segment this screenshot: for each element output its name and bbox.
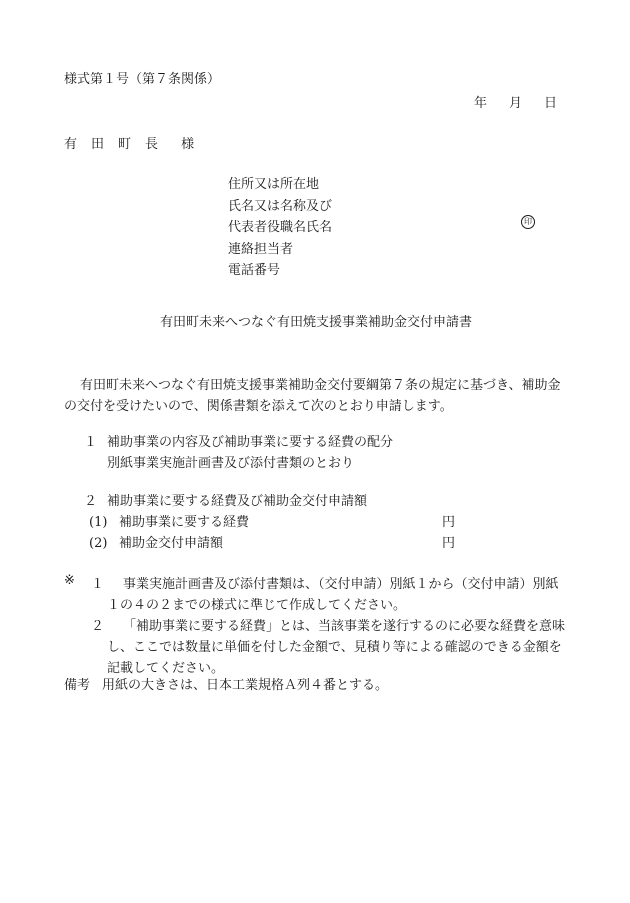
name-label: 氏名又は名称及び xyxy=(228,198,333,214)
date-line xyxy=(474,97,557,110)
section2-heading xyxy=(84,495,367,508)
seal-mark: 印 xyxy=(521,215,535,229)
body-paragraph xyxy=(64,375,570,417)
document-title: 有田町未来へつなぐ有田焼支援事業補助金交付申請書 xyxy=(160,315,473,330)
expense-row-number: (1) xyxy=(89,515,108,530)
section2-title: 補助事業に要する経費及び補助金交付申請額 xyxy=(107,494,368,509)
remark-label: 備考 xyxy=(64,678,91,693)
section1-title: 補助事業の内容及び補助事業に要する経費の配分 xyxy=(107,435,394,450)
body-text: 有田町未来へつなぐ有田焼支援事業補助金交付要綱第７条の規定に基づき、補助金の交付を受けたいので、関係書類を添えて次のとおり申請します。 xyxy=(64,378,561,414)
remark-text: 用紙の大きさは、日本工業規格Ａ列４番とする。 xyxy=(102,678,389,693)
grant-request-row-label: 補助金交付申請額 xyxy=(119,536,224,551)
grant-request-row-unit: 円 xyxy=(442,536,456,551)
date-day: 日 xyxy=(544,96,558,111)
addressee-char: 長 xyxy=(145,137,159,152)
address-label: 住所又は所在地 xyxy=(228,177,320,192)
representative-label: 代表者役職名氏名 xyxy=(228,220,333,235)
section1-heading xyxy=(84,436,393,449)
note-item-text: 「補助事業に要する経費」とは、当該事業を遂行するのに必要な経費を意味し、ここでは数量に単価を付した金額で、見積り等による確認のできる金額を記載してください。 xyxy=(107,619,566,676)
form-number: 様式第１号（第７条関係） xyxy=(64,72,221,87)
note-item xyxy=(91,616,569,679)
addressee xyxy=(64,138,194,151)
section2-number: ２ xyxy=(84,494,98,509)
addressee-honorific: 様 xyxy=(181,137,195,152)
date-month: 月 xyxy=(509,96,523,111)
remark xyxy=(64,679,388,692)
addressee-char: 田 xyxy=(91,137,105,152)
applicant-block xyxy=(228,178,332,286)
section1-detail: 別紙事業実施計画書及び添付書類のとおり xyxy=(107,456,355,471)
note-item xyxy=(91,574,569,616)
note-item-number: １ xyxy=(91,577,105,592)
expense-row xyxy=(89,516,249,529)
expense-row-unit: 円 xyxy=(442,515,456,530)
note-item-number: ２ xyxy=(91,619,105,634)
grant-request-row-number: (2) xyxy=(89,536,108,551)
section1-number: １ xyxy=(84,435,98,450)
note-item-text: 事業実施計画書及び添付書類は、（交付申請）別紙１から（交付申請）別紙１の４の２までの様式に準じて作成してください。 xyxy=(107,577,559,613)
grant-request-row xyxy=(89,537,223,550)
phone-label: 電話番号 xyxy=(228,263,281,278)
addressee-char: 有 xyxy=(64,137,78,152)
addressee-char: 町 xyxy=(118,137,132,152)
contact-label: 連絡担当者 xyxy=(228,241,294,257)
note-mark: ※ xyxy=(64,573,75,588)
expense-row-label: 補助事業に要する経費 xyxy=(119,515,250,530)
date-year: 年 xyxy=(474,96,488,111)
